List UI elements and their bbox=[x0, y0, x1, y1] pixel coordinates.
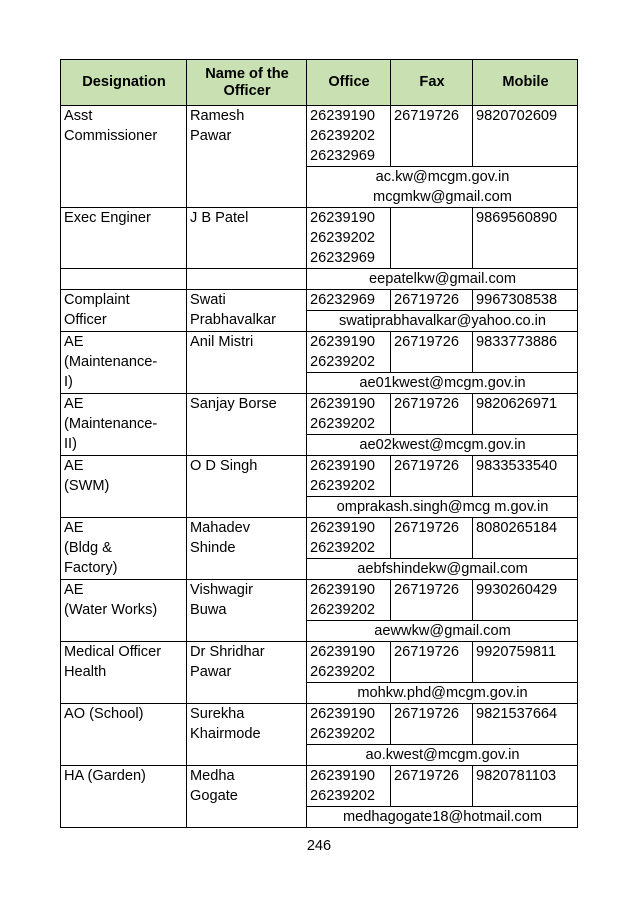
mobile-cell: 9967308538 bbox=[473, 290, 578, 311]
officer-name-cell-line: J B Patel bbox=[190, 210, 249, 226]
designation-cell-line: (Maintenance- bbox=[64, 416, 158, 432]
table-body bbox=[61, 106, 578, 828]
email-address: aewwkw@gmail.com bbox=[374, 623, 511, 639]
email-cell bbox=[307, 683, 578, 704]
email-address: omprakash.singh@mcg m.gov.in bbox=[336, 499, 549, 515]
office-phone-cell bbox=[307, 642, 391, 683]
office-phone-cell-line: 26239190 bbox=[310, 582, 375, 598]
mobile-cell: 9920759811 bbox=[473, 642, 578, 683]
designation-cell bbox=[61, 518, 187, 580]
designation-cell bbox=[61, 208, 187, 269]
office-phone-cell-line: 26239190 bbox=[310, 210, 375, 226]
empty-cell bbox=[187, 269, 307, 290]
mobile-cell: 8080265184 bbox=[473, 518, 578, 559]
header-mobile: Mobile bbox=[473, 60, 578, 106]
email-cell bbox=[307, 807, 578, 828]
office-phone-cell-line: 26239190 bbox=[310, 396, 375, 412]
office-phone-cell-line: 26239190 bbox=[310, 334, 375, 350]
office-phone-cell-line: 26232969 bbox=[310, 292, 375, 308]
email-cell bbox=[307, 269, 578, 290]
office-phone-cell bbox=[307, 290, 391, 311]
office-phone-cell-line: 26239202 bbox=[310, 788, 375, 804]
office-phone-cell-line: 26239202 bbox=[310, 664, 375, 680]
designation-cell-line: (SWM) bbox=[64, 478, 110, 494]
designation-cell-line: Complaint bbox=[64, 292, 130, 308]
officer-name-cell bbox=[187, 456, 307, 518]
officer-name-cell-line: Anil Mistri bbox=[190, 334, 254, 350]
email-cell bbox=[307, 745, 578, 766]
email-cell bbox=[307, 167, 578, 208]
mobile-cell: 9833533540 bbox=[473, 456, 578, 497]
office-phone-cell-line: 26239190 bbox=[310, 520, 375, 536]
office-phone-cell-line: 26239202 bbox=[310, 354, 375, 370]
office-phone-cell-line: 26239202 bbox=[310, 128, 375, 144]
designation-cell-line: Factory) bbox=[64, 560, 118, 576]
officer-name-cell bbox=[187, 394, 307, 456]
office-phone-cell-line: 26239190 bbox=[310, 644, 375, 660]
header-office: Office bbox=[307, 60, 391, 106]
email-address: ac.kw@mcgm.gov.in bbox=[375, 169, 510, 185]
table-row-email bbox=[61, 269, 578, 290]
officer-name-cell-line: Medha bbox=[190, 768, 235, 784]
office-phone-cell bbox=[307, 332, 391, 373]
fax-cell: 26719726 bbox=[391, 456, 473, 497]
designation-cell bbox=[61, 456, 187, 518]
designation-cell-line: AE bbox=[64, 396, 84, 412]
email-address: swatiprabhavalkar@yahoo.co.in bbox=[338, 313, 547, 329]
officer-name-cell bbox=[187, 518, 307, 580]
officer-name-cell-line: Pawar bbox=[190, 128, 232, 144]
officer-name-cell bbox=[187, 208, 307, 269]
designation-cell-line: (Water Works) bbox=[64, 602, 158, 618]
officer-name-cell bbox=[187, 290, 307, 332]
designation-cell bbox=[61, 642, 187, 704]
table-row bbox=[61, 642, 578, 683]
mobile-cell: 9833773886 bbox=[473, 332, 578, 373]
officer-name-cell-line: Sanjay Borse bbox=[190, 396, 277, 412]
officer-name-cell bbox=[187, 704, 307, 766]
designation-cell-line: Health bbox=[64, 664, 107, 680]
header-name: Name of the Officer bbox=[187, 60, 307, 106]
email-cell bbox=[307, 311, 578, 332]
office-phone-cell-line: 26239190 bbox=[310, 768, 375, 784]
officer-name-cell bbox=[187, 766, 307, 828]
table-row bbox=[61, 766, 578, 807]
email-cell bbox=[307, 435, 578, 456]
designation-cell bbox=[61, 290, 187, 332]
officer-name-cell-line: Surekha bbox=[190, 706, 245, 722]
office-phone-cell-line: 26232969 bbox=[310, 250, 375, 266]
office-phone-cell-line: 26239202 bbox=[310, 726, 375, 742]
officer-name-cell-line: O D Singh bbox=[190, 458, 258, 474]
table-row bbox=[61, 394, 578, 435]
officer-name-cell-line: Mahadev bbox=[190, 520, 251, 536]
page-number: 246 bbox=[306, 838, 332, 854]
office-phone-cell bbox=[307, 456, 391, 497]
email-cell bbox=[307, 621, 578, 642]
table-row bbox=[61, 332, 578, 373]
designation-cell bbox=[61, 394, 187, 456]
fax-cell: 26719726 bbox=[391, 394, 473, 435]
officer-name-cell bbox=[187, 106, 307, 208]
table-header-row bbox=[61, 60, 578, 106]
fax-cell: 26719726 bbox=[391, 704, 473, 745]
designation-cell-line: AE bbox=[64, 582, 84, 598]
fax-cell: 26719726 bbox=[391, 518, 473, 559]
fax-cell: 26719726 bbox=[391, 642, 473, 683]
email-cell bbox=[307, 497, 578, 518]
officer-name-cell-line: Pawar bbox=[190, 664, 232, 680]
office-phone-cell-line: 26239190 bbox=[310, 706, 375, 722]
designation-cell-line: AE bbox=[64, 458, 84, 474]
office-phone-cell-line: 26239202 bbox=[310, 416, 375, 432]
email-cell bbox=[307, 559, 578, 580]
office-phone-cell-line: 26239190 bbox=[310, 108, 375, 124]
designation-cell-line: Officer bbox=[64, 312, 107, 328]
designation-cell-line: I) bbox=[64, 374, 73, 390]
email-address: aebfshindekw@gmail.com bbox=[357, 561, 528, 577]
designation-cell-line: Exec Enginer bbox=[64, 210, 151, 226]
designation-cell-line: II) bbox=[64, 436, 77, 452]
officer-name-cell-line: Prabhavalkar bbox=[190, 312, 276, 328]
header-fax: Fax bbox=[391, 60, 473, 106]
designation-cell-line: Commissioner bbox=[64, 128, 158, 144]
officer-name-cell bbox=[187, 332, 307, 394]
fax-cell: 26719726 bbox=[391, 106, 473, 167]
mobile-cell: 9820626971 bbox=[473, 394, 578, 435]
designation-cell bbox=[61, 580, 187, 642]
mobile-cell: 9930260429 bbox=[473, 580, 578, 621]
fax-cell: 26719726 bbox=[391, 766, 473, 807]
officer-name-cell-line: Ramesh bbox=[190, 108, 245, 124]
office-phone-cell-line: 26239202 bbox=[310, 230, 375, 246]
office-phone-cell-line: 26239202 bbox=[310, 540, 375, 556]
email-address: ae02kwest@mcgm.gov.in bbox=[359, 437, 526, 453]
email-address: ae01kwest@mcgm.gov.in bbox=[359, 375, 526, 391]
designation-cell-line: Medical Officer bbox=[64, 644, 162, 660]
officer-name-cell-line: Buwa bbox=[190, 602, 227, 618]
table-row bbox=[61, 518, 578, 559]
table-row bbox=[61, 106, 578, 167]
office-phone-cell bbox=[307, 766, 391, 807]
office-phone-cell-line: 26232969 bbox=[310, 148, 375, 164]
designation-cell-line: (Maintenance- bbox=[64, 354, 158, 370]
designation-cell bbox=[61, 766, 187, 828]
table-row bbox=[61, 290, 578, 311]
designation-cell-line: AO (School) bbox=[64, 706, 144, 722]
mobile-cell: 9820702609 bbox=[473, 106, 578, 167]
fax-cell: 26719726 bbox=[391, 580, 473, 621]
designation-cell bbox=[61, 704, 187, 766]
designation-cell-line: (Bldg & bbox=[64, 540, 112, 556]
officer-name-cell bbox=[187, 580, 307, 642]
office-phone-cell-line: 26239202 bbox=[310, 602, 375, 618]
office-phone-cell bbox=[307, 106, 391, 167]
office-phone-cell bbox=[307, 208, 391, 269]
mobile-cell: 9820781103 bbox=[473, 766, 578, 807]
email-cell bbox=[307, 373, 578, 394]
fax-cell: 26719726 bbox=[391, 332, 473, 373]
fax-cell: 26719726 bbox=[391, 290, 473, 311]
email-address: ao.kwest@mcgm.gov.in bbox=[365, 747, 520, 763]
office-phone-cell-line: 26239190 bbox=[310, 458, 375, 474]
officer-name-cell-line: Vishwagir bbox=[190, 582, 253, 598]
designation-cell-line: Asst bbox=[64, 108, 93, 124]
mobile-cell: 9821537664 bbox=[473, 704, 578, 745]
table-row bbox=[61, 208, 578, 269]
email-address: medhagogate18@hotmail.com bbox=[343, 809, 542, 825]
email-address: eepatelkw@gmail.com bbox=[368, 271, 517, 287]
table-row bbox=[61, 704, 578, 745]
office-phone-cell bbox=[307, 394, 391, 435]
office-phone-cell bbox=[307, 704, 391, 745]
office-phone-cell bbox=[307, 518, 391, 559]
officer-name-cell-line: Gogate bbox=[190, 788, 238, 804]
designation-cell-line: HA (Garden) bbox=[64, 768, 146, 784]
officer-name-cell bbox=[187, 642, 307, 704]
email-address: mohkw.phd@mcgm.gov.in bbox=[357, 685, 528, 701]
officer-name-cell-line: Khairmode bbox=[190, 726, 261, 742]
designation-cell-line: AE bbox=[64, 334, 84, 350]
officer-name-cell-line: Shinde bbox=[190, 540, 236, 556]
designation-cell-line: AE bbox=[64, 520, 84, 536]
empty-cell bbox=[61, 269, 187, 290]
officer-directory-table bbox=[60, 59, 578, 828]
office-phone-cell bbox=[307, 580, 391, 621]
designation-cell bbox=[61, 332, 187, 394]
email-address: mcgmkw@gmail.com bbox=[373, 189, 512, 205]
officer-name-cell-line: Swati bbox=[190, 292, 226, 308]
designation-cell bbox=[61, 106, 187, 208]
officer-name-cell-line: Dr Shridhar bbox=[190, 644, 265, 660]
table-row bbox=[61, 456, 578, 497]
mobile-cell: 9869560890 bbox=[473, 208, 578, 269]
table-row bbox=[61, 580, 578, 621]
fax-cell bbox=[391, 208, 473, 269]
office-phone-cell-line: 26239202 bbox=[310, 478, 375, 494]
header-designation: Designation bbox=[61, 60, 187, 106]
